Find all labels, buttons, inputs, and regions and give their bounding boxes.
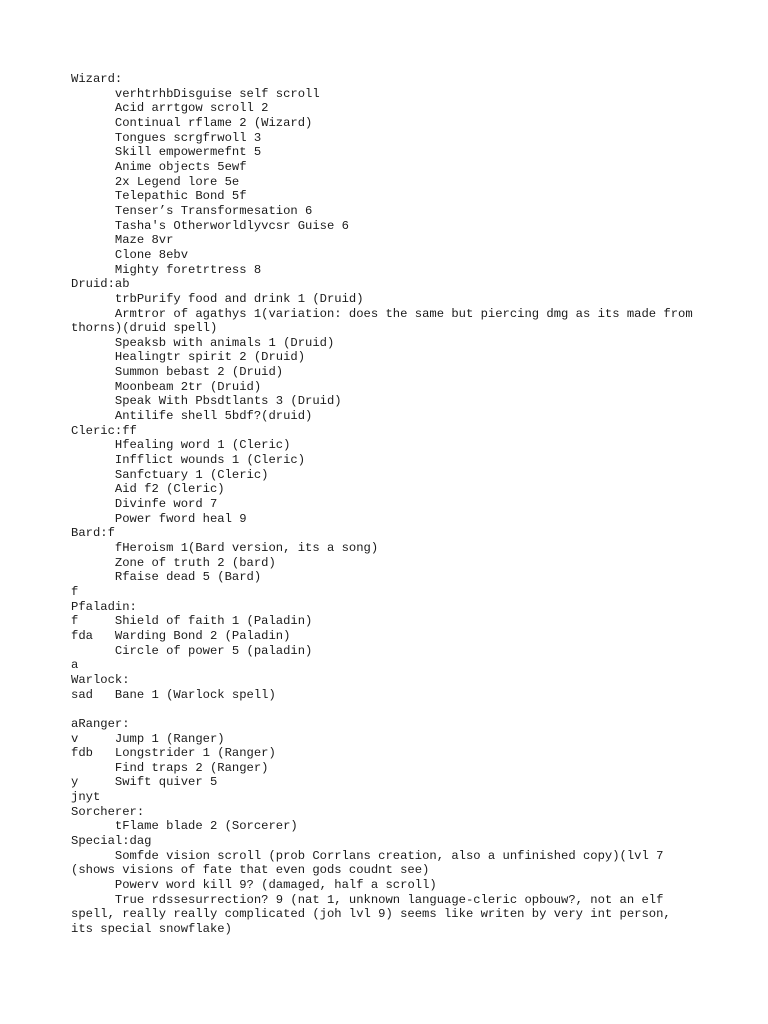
- text-line: fHeroism 1(Bard version, its a song): [71, 541, 379, 555]
- text-line: fdb Longstrider 1 (Ranger): [71, 746, 276, 761]
- text-line: Somfde vision scroll (prob Corrlans creation, also a unfinished copy)(lvl 7 (shows visions of fate that even gods coudnt see): [71, 848, 671, 878]
- text-line: Maze 8vr: [71, 233, 174, 248]
- text-line: tFlame blade 2 (Sorcerer): [71, 819, 298, 834]
- text-line: Speaksb with animals 1 (Druid): [71, 335, 335, 350]
- text-line: Healingtr spirit 2 (Druid): [71, 350, 306, 365]
- text-line: Pfaladin:: [71, 599, 137, 614]
- text-line: Wizard:: [71, 72, 123, 86]
- text-line: a: [71, 658, 79, 673]
- text-line: Power fword heal 9: [71, 511, 247, 526]
- text-line: Powerv word kill 9? (damaged, half a scroll): [71, 878, 437, 893]
- document-body: [71, 72, 701, 937]
- text-line: Tenser’s Transformesation 6: [71, 203, 313, 218]
- text-line: sad Bane 1 (Warlock spell): [71, 687, 276, 702]
- text-line: y Swift quiver 5: [71, 775, 218, 790]
- text-line: f Shield of faith 1 (Paladin): [71, 614, 313, 629]
- text-line: Tasha's Otherworldlyvcsr Guise 6: [71, 218, 349, 233]
- text-line: Acid arrtgow scroll 2: [71, 101, 269, 116]
- text-line: Mighty foretrtress 8: [71, 262, 262, 277]
- text-line: Telepathic Bond 5f: [71, 189, 247, 204]
- text-line: fda Warding Bond 2 (Paladin): [71, 628, 291, 643]
- text-line: Speak With Pbsdtlants 3 (Druid): [71, 394, 342, 409]
- text-line: Anime objects 5ewf: [71, 159, 247, 174]
- text-line: Armtror of agathys 1(variation: does the same but piercing dmg as its made from thorns)(druid spell): [71, 306, 701, 336]
- text-line: Divinfe word 7: [71, 497, 218, 512]
- text-line: Infflict wounds 1 (Cleric): [71, 453, 306, 468]
- text-line: v Jump 1 (Ranger): [71, 731, 225, 746]
- text-line: Druid:ab: [71, 277, 130, 292]
- text-line: jnyt: [71, 790, 101, 805]
- text-line: Special:dag: [71, 834, 152, 849]
- text-line: Moonbeam 2tr (Druid): [71, 379, 262, 394]
- text-line: Sorcherer:: [71, 804, 145, 819]
- text-line: Find traps 2 (Ranger): [71, 760, 269, 775]
- text-line: f: [71, 584, 79, 599]
- text-line: [71, 702, 693, 717]
- text-line: True rdssesurrection? 9 (nat 1, unknown language-cleric opbouw?, not an elf spell, really really complicated (joh lvl 9) seems like writen by very int person, its special snowflake): [71, 892, 679, 937]
- text-line: Sanfctuary 1 (Cleric): [71, 467, 269, 482]
- text-line: Rfaise dead 5 (Bard): [71, 570, 262, 585]
- text-line: Cleric:ff: [71, 423, 137, 438]
- text-line: trbPurify food and drink 1 (Druid): [71, 291, 364, 306]
- text-line: aRanger:: [71, 716, 130, 731]
- text-line: Summon bebast 2 (Druid): [71, 365, 284, 380]
- text-line: Circle of power 5 (paladin): [71, 643, 313, 658]
- text-line: Hfealing word 1 (Cleric): [71, 438, 291, 453]
- text-line: verhtrhbDisguise self scroll: [71, 86, 320, 101]
- text-line: Aid f2 (Cleric): [71, 482, 225, 497]
- text-line: Tongues scrgfrwoll 3: [71, 130, 262, 145]
- text-line: Clone 8ebv: [71, 247, 189, 262]
- text-line: Antilife shell 5bdf?(druid): [71, 409, 313, 424]
- text-line: Bard:f: [71, 526, 115, 541]
- text-line: Zone of truth 2 (bard): [71, 555, 276, 570]
- text-line: Warlock:: [71, 672, 130, 687]
- text-line: Continual rflame 2 (Wizard): [71, 115, 313, 130]
- text-line: Skill empowermefnt 5: [71, 145, 262, 160]
- text-line: 2x Legend lore 5e: [71, 174, 240, 189]
